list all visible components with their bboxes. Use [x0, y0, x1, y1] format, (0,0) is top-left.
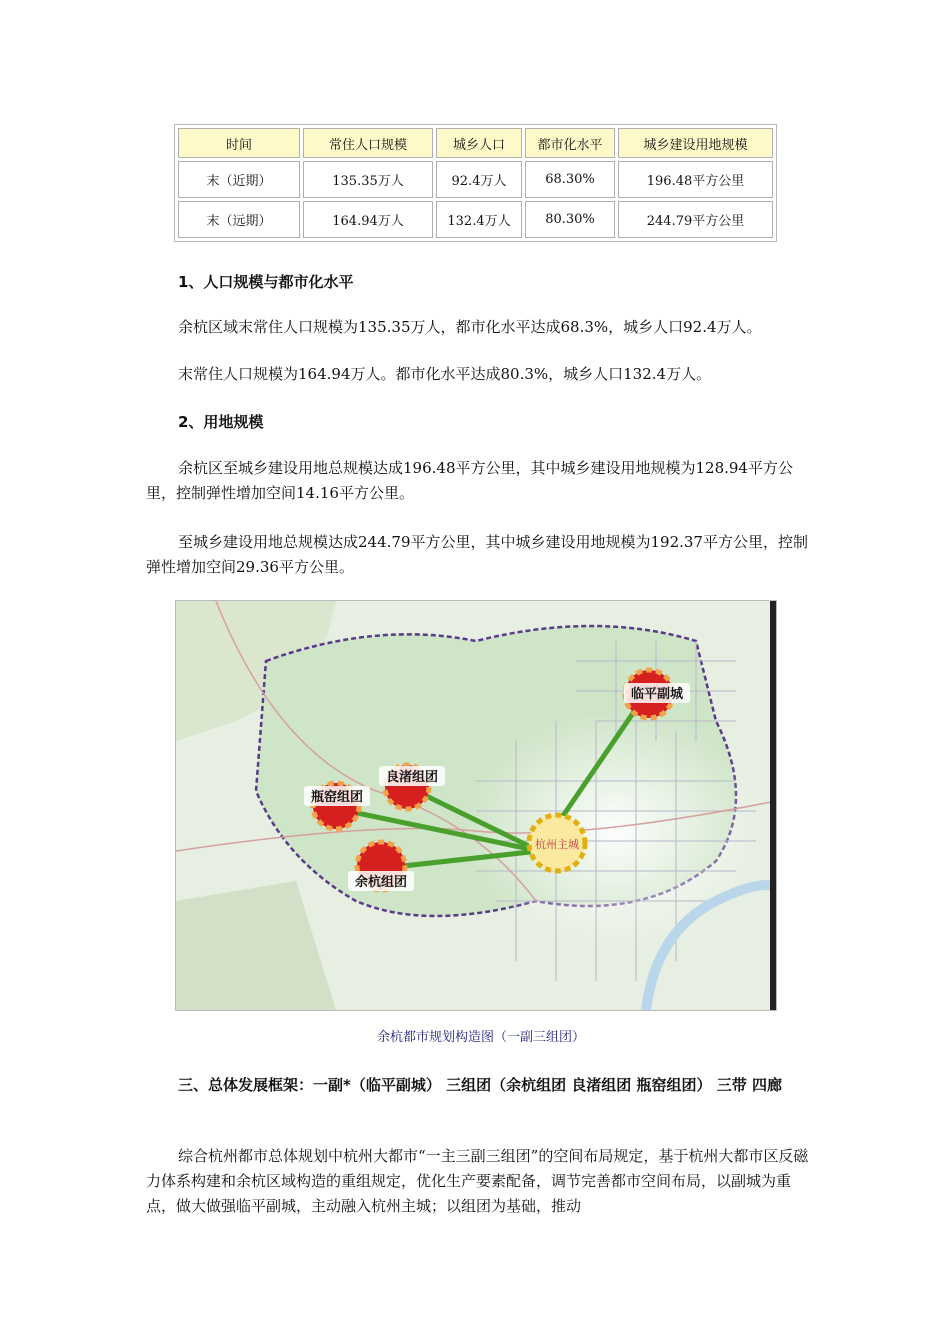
hangzhou-main-city-marker: [529, 815, 585, 871]
table-header-row: [178, 128, 773, 158]
table-cell: 196.48平方公里: [618, 161, 773, 198]
table-cell: 244.79平方公里: [618, 201, 773, 238]
table-row: [178, 161, 773, 198]
planning-map: [176, 601, 776, 1010]
table-cell: 80.30%: [525, 201, 615, 238]
pingyao-label: 瓶窑组团: [310, 790, 364, 805]
paragraph: 至城乡建设用地总规模达成244.79平方公里，其中城乡建设用地规模为192.37平方公里，控制弹性增加空间29.36平方公里。: [146, 533, 808, 576]
planning-map-figure: [175, 600, 777, 1011]
figure-caption: 余杭都市规划构造图（一副三组团）: [376, 1030, 585, 1045]
header-population: 常住人口规模: [303, 128, 433, 158]
section-heading: 1、人口规模与都市化水平: [178, 273, 354, 291]
section-heading: 三、总体发展框架：一副*（临平副城） 三组团（余杭组团 良渚组团 瓶窑组团） 三带 四廊: [178, 1076, 782, 1094]
paragraph: 综合杭州都市总体规划中杭州大都市“一主三副三组团”的空间布局规定，基于杭州大都市区反磁力体系构建和余杭区域构造的重组规定，优化生产要素配备，调节完善都市空间布局，以副城为重点，做大做强临平副城，主动融入杭州主城；以组团为基础，推动: [146, 1147, 809, 1215]
header-urbanization: 都市化水平: [525, 128, 615, 158]
linping-label: 临平副城: [630, 687, 684, 702]
table-row: [178, 201, 773, 238]
yuhang-label: 余杭组团: [354, 875, 408, 890]
section-heading: 2、用地规模: [178, 413, 264, 431]
hangzhou-label: 杭州主城: [535, 838, 579, 851]
urban-area-glow: [466, 711, 766, 951]
liangzhu-label: 良渚组团: [385, 770, 439, 785]
table-cell: 92.4万人: [436, 161, 522, 198]
table-cell: 164.94万人: [303, 201, 433, 238]
table-cell: 135.35万人: [303, 161, 433, 198]
paragraph: 余杭区至城乡建设用地总规模达成196.48平方公里，其中城乡建设用地规模为128.94平方公里，控制弹性增加空间14.16平方公里。: [146, 459, 793, 502]
header-urban-rural-pop: 城乡人口: [436, 128, 522, 158]
table-cell: 末（近期）: [178, 161, 300, 198]
map-frame-edge: [770, 601, 776, 1010]
paragraph: 末常住人口规模为164.94万人。都市化水平达成80.3%，城乡人口132.4万人。: [178, 365, 712, 383]
table-cell: 末（远期）: [178, 201, 300, 238]
table-cell: 68.30%: [525, 161, 615, 198]
header-land-scale: 城乡建设用地规模: [618, 128, 773, 158]
table-cell: 132.4万人: [436, 201, 522, 238]
paragraph: 余杭区域末常住人口规模为135.35万人，都市化水平达成68.3%，城乡人口92.4万人。: [178, 318, 762, 336]
population-land-table: [174, 124, 777, 242]
header-time: 时间: [178, 128, 300, 158]
